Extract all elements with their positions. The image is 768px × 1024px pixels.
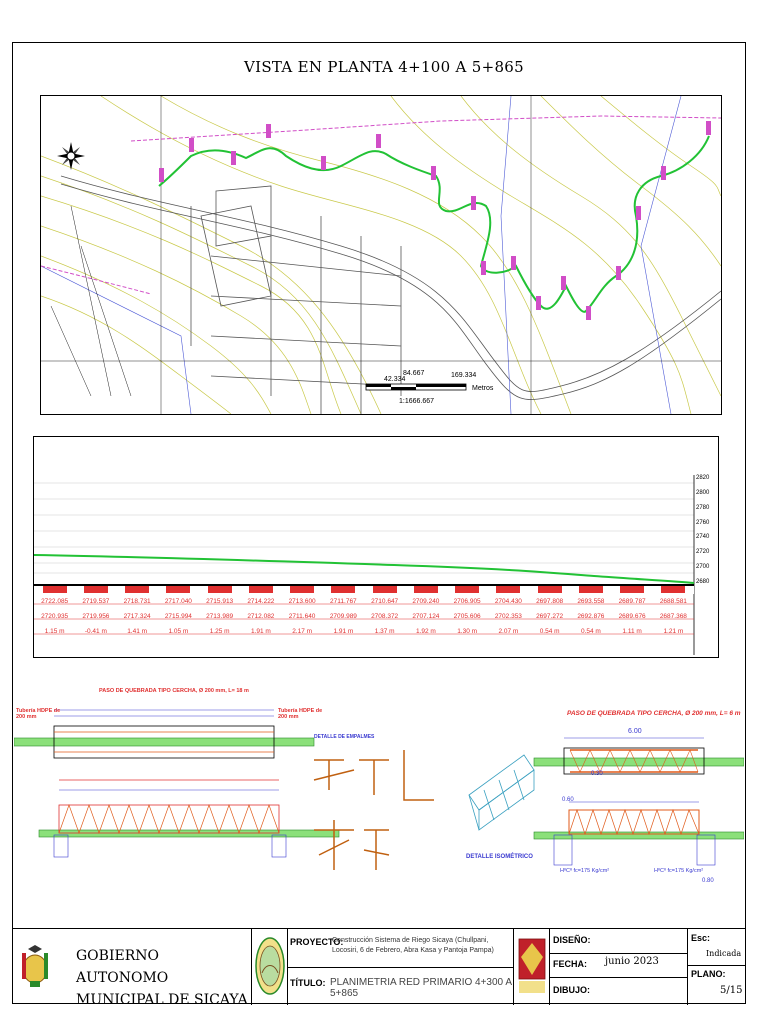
design-label: DISEÑO: [553, 935, 591, 945]
concrete-label-left: HºCº fc=175 Kg/cm² [560, 868, 610, 874]
station-marker [620, 586, 644, 593]
short-truss-title: PASO DE QUEBRADA TIPO CERCHA, Ø 200 mm, L= 6 m [567, 710, 741, 717]
row-ground-cell: 2706.905 [453, 598, 481, 605]
municipal-seal-icon [254, 933, 286, 999]
row-pipe-cell: 2715.994 [164, 613, 192, 620]
station-cell [34, 586, 75, 594]
scale-label: Esc: [691, 933, 711, 943]
long-truss-title: PASO DE QUEBRADA TIPO CERCHA, Ø 200 mm, L= 18 m [99, 688, 249, 694]
sheet-title [0, 58, 768, 76]
row-ground-cell: 2693.558 [577, 598, 605, 605]
scale-ratio: 1:1666.667 [399, 398, 435, 405]
row-pipe-cell: 2707.124 [412, 613, 440, 620]
station-cell [199, 586, 240, 594]
station-marker [166, 586, 190, 593]
dim-060: 0.60 [562, 797, 574, 803]
station-cell [364, 586, 405, 594]
longitudinal-profile [33, 436, 719, 658]
row-ground-cell: 2718.731 [123, 598, 151, 605]
row-depth-cell: 2.17 m [292, 628, 313, 635]
entity-line1: GOBIERNO AUTONOMO [76, 948, 169, 986]
station-cell [117, 586, 158, 594]
depth-row [34, 628, 694, 635]
concrete-label-right: HºCº fc=175 Kg/cm² [654, 868, 704, 874]
station-cell [612, 586, 653, 594]
row-ground-cell: 2717.040 [164, 598, 192, 605]
isometric-title: DETALLE ISOMÉTRICO [466, 854, 533, 860]
row-depth-cell: 1.91 m [250, 628, 271, 635]
project-value: Construcción Sistema de Riego Sicaya (Chullpani, Locosiri, 6 de Febrero, Abra Kasa y Pantoja Pampa) [332, 937, 494, 954]
scale-cell [688, 929, 746, 1005]
short-truss-length: 6.00 [628, 728, 642, 735]
row-depth-cell: 1.91 m [333, 628, 354, 635]
scale-value-2: 84.667 [403, 370, 425, 377]
row-ground-cell: 2688.581 [659, 598, 687, 605]
station-marker [661, 586, 685, 593]
row-pipe-cell: 2687.368 [659, 613, 687, 620]
station-cell [75, 586, 116, 594]
row-pipe-cell: 2705.606 [453, 613, 481, 620]
entity-cell [12, 929, 252, 1008]
signature-cell [550, 929, 688, 1005]
station-cell [158, 586, 199, 594]
row-ground-cell: 2697.808 [536, 598, 564, 605]
row-pipe-cell: 2689.676 [618, 613, 646, 620]
dim-030: 0.30 [591, 771, 603, 777]
station-cell [282, 586, 323, 594]
station-marker [84, 586, 108, 593]
row-pipe-cell: 2712.082 [247, 613, 275, 620]
scale-bar [366, 384, 466, 390]
project-label: PROYECTO: [290, 937, 344, 947]
row-ground-cell: 2709.240 [412, 598, 440, 605]
alignment-line [131, 116, 721, 141]
truss-details [14, 680, 744, 925]
logo2-cell [514, 929, 550, 1005]
row-ground-cell: 2722.085 [41, 598, 69, 605]
pipeline-route [159, 136, 709, 312]
short-truss-elevation [534, 802, 744, 865]
scale-value-1: 42.334 [384, 376, 406, 383]
title-label: TÍTULO: [290, 978, 326, 988]
drawn-label: DIBUJO: [553, 985, 591, 995]
row-pipe-cell: 2692.876 [577, 613, 605, 620]
date-value: junio 2023 [605, 956, 659, 967]
entity-name [76, 945, 251, 1011]
elevation-scale [696, 475, 718, 585]
station-marker [414, 586, 438, 593]
station-cell [323, 586, 364, 594]
row-ground-cell: 2689.787 [618, 598, 646, 605]
station-marker [331, 586, 355, 593]
plan-view-drawing [41, 96, 721, 414]
elevation-label: 2800 [696, 489, 710, 496]
row-depth-cell: 1.25 m [209, 628, 230, 635]
hdpe-label-left: Tubería HDPE de 200 mm [16, 708, 61, 720]
row-pipe-cell: 2713.989 [206, 613, 234, 620]
station-marker [538, 586, 562, 593]
row-ground-cell: 2715.913 [206, 598, 234, 605]
elevation-label: 2700 [696, 564, 710, 571]
elevation-label: 2720 [696, 549, 710, 556]
hdpe-label-right: Tubería HDPE de 200 mm [278, 708, 323, 720]
bolivia-coat-of-arms-icon [18, 943, 52, 991]
station-cell [488, 586, 529, 594]
row-depth-cell: -0.41 m [84, 628, 107, 635]
row-depth-cell: 1.41 m [127, 628, 148, 635]
station-cell [653, 586, 694, 594]
row-ground-cell: 2711.767 [330, 598, 357, 605]
station-row [34, 586, 694, 594]
station-marker [290, 586, 314, 593]
profile-drawing [34, 437, 718, 657]
sheet-number: 5/15 [720, 985, 743, 996]
dim-080: 0.80 [702, 878, 714, 884]
row-pipe-cell: 2702.353 [494, 613, 522, 620]
station-marker [579, 586, 603, 593]
station-cell [570, 586, 611, 594]
station-marker [455, 586, 479, 593]
station-marker [496, 586, 520, 593]
date-label: FECHA: [553, 959, 587, 969]
row-ground-cell: 2719.537 [82, 598, 110, 605]
row-pipe-cell: 2708.372 [371, 613, 399, 620]
station-marker [125, 586, 149, 593]
elevation-label: 2820 [696, 475, 710, 481]
row-depth-cell: 1.21 m [663, 628, 684, 635]
row-ground-cell: 2710.647 [371, 598, 399, 605]
elevation-label: 2740 [696, 534, 710, 541]
row-pipe-cell: 2709.989 [329, 613, 357, 620]
station-cell [240, 586, 281, 594]
row-depth-cell: 1.37 m [374, 628, 395, 635]
row-pipe-cell: 2719.956 [82, 613, 110, 620]
station-cell [405, 586, 446, 594]
station-marker [373, 586, 397, 593]
long-truss-elevation [39, 780, 339, 857]
joints-title: DETALLE DE EMPALMES [314, 734, 375, 740]
station-cell [529, 586, 570, 594]
elevation-label: 2780 [696, 504, 710, 511]
row-ground-cell: 2704.430 [494, 598, 522, 605]
ground-elevation-row [34, 598, 694, 605]
plan-view [40, 95, 722, 415]
elevation-label: 2760 [696, 519, 710, 526]
row-depth-cell: 0.54 m [539, 628, 560, 635]
row-depth-cell: 0.54 m [580, 628, 601, 635]
row-pipe-cell: 2711.640 [288, 613, 316, 620]
title-value: PLANIMETRIA RED PRIMARIO 4+300 A 5+865 [330, 977, 512, 999]
row-depth-cell: 1.05 m [168, 628, 189, 635]
scale-unit: Metros [472, 385, 494, 392]
row-pipe-cell: 2717.324 [123, 613, 151, 620]
profile-ground-line [34, 555, 694, 583]
row-ground-cell: 2713.600 [288, 598, 316, 605]
north-arrow-icon [57, 142, 85, 170]
title-block [12, 928, 746, 1008]
station-marker [43, 586, 67, 593]
station-marker [208, 586, 232, 593]
scale-value: Indicada [706, 949, 742, 958]
sheet-title-text: VISTA EN PLANTA 4+100 A 5+865 [243, 58, 524, 76]
alignment-line-left [41, 266, 151, 294]
profile-grid [34, 483, 694, 573]
project-cell [288, 929, 514, 1005]
row-depth-cell: 1.30 m [457, 628, 478, 635]
joint-details [314, 750, 434, 870]
pipe-elevation-row [34, 613, 694, 620]
row-pipe-cell: 2697.272 [536, 613, 564, 620]
logo-cell [252, 929, 288, 1005]
short-truss-plan [534, 738, 744, 774]
station-cell [447, 586, 488, 594]
entity-line2: MUNICIPAL DE SICAYA [76, 992, 248, 1008]
scale-value-3: 169.334 [451, 372, 477, 379]
municipal-emblem-icon [517, 935, 547, 997]
elevation-label: 2680 [696, 578, 710, 585]
row-ground-cell: 2714.222 [247, 598, 275, 605]
isometric-detail [469, 755, 534, 830]
row-depth-cell: 1.15 m [44, 628, 65, 635]
row-depth-cell: 2.07 m [498, 628, 519, 635]
row-pipe-cell: 2720.935 [41, 613, 69, 620]
row-depth-cell: 1.92 m [415, 628, 436, 635]
row-depth-cell: 1.11 m [622, 628, 642, 635]
sheet-label: PLANO: [691, 969, 726, 979]
station-marker [249, 586, 273, 593]
